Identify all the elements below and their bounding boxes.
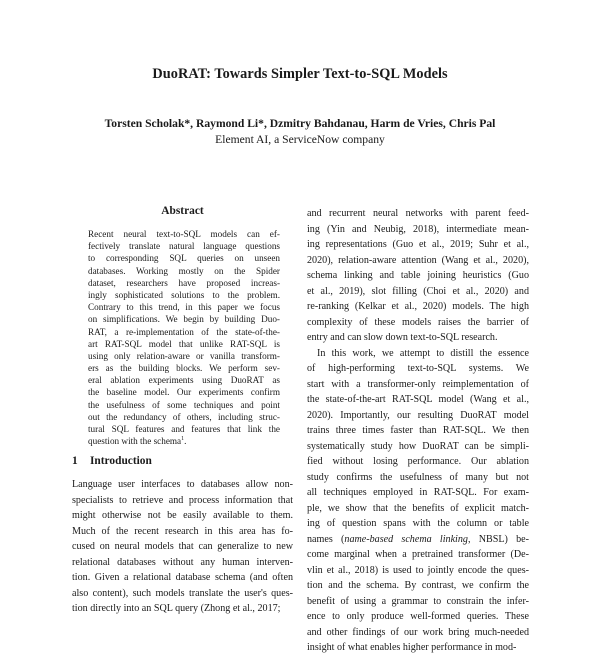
text-line: start with a transformer-only reimplementation of — [307, 378, 529, 390]
text-line: of high-performing text-to-SQL systems. We — [307, 363, 529, 374]
text-line: out the redundancy of others, including struc- — [88, 411, 280, 422]
text-line: fectively translate natural language questions — [88, 241, 280, 252]
text-line: tion directly into an SQL query (Zhong et al., 2017; — [72, 603, 281, 614]
paper-title: DuoRAT: Towards Simpler Text-to-SQL Models — [152, 66, 448, 82]
text-line: on simplifications. We begin by building Duo- — [88, 314, 280, 325]
section-number: 1 — [72, 455, 78, 467]
text-line: the state-of-the-art RAT-SQL model (Wang et al., — [307, 394, 529, 405]
text-line: ence to only produce well-formed queries. These — [307, 611, 529, 622]
intro-right-column — [307, 206, 529, 656]
text-line: study confirms the usefulness of many but not — [307, 471, 529, 483]
text-line: Much of the recent research in this area has fo- — [72, 525, 293, 537]
text-line: also content), such models translate the user's ques- — [72, 587, 293, 599]
footnote-mark: 1 — [181, 436, 185, 443]
text-line: relational databases without any human interven- — [72, 556, 293, 568]
author-list: Torsten Scholak*, Raymond Li*, Dzmitry Bahdanau, Harm de Vries, Chris Pal — [104, 117, 496, 130]
text-line: come marginal when a pretrained transformer (De- — [307, 549, 529, 560]
text-line: ingly sophisticated solutions to the problem. — [88, 289, 280, 300]
text-line: re-ranking (Kelkar et al., 2020) models. The high — [307, 301, 529, 312]
text-line: Language user interfaces to databases allow non- — [72, 479, 293, 490]
intro-left-column — [72, 477, 293, 617]
text-line: 2020), relation-aware attention (Wang et al., 2020), — [307, 254, 529, 266]
text-line: ing representations (Guo et al., 2019; Suhr et al., — [307, 239, 529, 250]
text-line: et al., 2019), slot filling (Choi et al., 2020) and — [307, 285, 529, 297]
text-line: ple, we show that the benefits of explicit match- — [307, 502, 529, 514]
text-line: tion. Given a relational database schema (and often — [72, 572, 293, 583]
text-line: names (name-based schema linking, NBSL) be- — [307, 533, 529, 545]
affiliation: Element AI, a ServiceNow company — [215, 133, 385, 146]
text-line: dataset, researchers have proposed increas- — [88, 277, 280, 288]
text-line: using only relation-aware or vanilla transform- — [88, 350, 280, 361]
text-line: all techniques employed in RAT-SQL. For exam- — [307, 487, 529, 498]
text-line: complexity of these models raises the barrier of — [307, 316, 529, 328]
text-line: Recent neural text-to-SQL models can ef- — [88, 229, 280, 239]
text-line: Contrary to this trend, in this paper we focus — [88, 302, 280, 313]
text-line: eral ablation experiments using DuoRAT as — [88, 375, 280, 386]
text-line: tion and the schema. By contrast, we confirm the — [307, 580, 529, 591]
text-line: and other findings of our work bring much-needed — [307, 626, 529, 638]
text-line: might otherwise not be easily available to them. — [72, 510, 293, 521]
text-line: RAT, a re-implementation of the state-of-the- — [88, 326, 280, 337]
text-line: ing of question spans with the column or table — [307, 518, 529, 529]
text-line: databases. Working mostly on the Spider — [88, 265, 280, 276]
abstract-heading: Abstract — [161, 205, 204, 217]
section-heading — [72, 455, 152, 467]
section-title: Introduction — [90, 455, 152, 467]
text-line: and recurrent neural networks with parent feed- — [307, 208, 529, 219]
text-line: to corresponding SQL queries on unseen — [88, 253, 280, 264]
text-line: ing (Yin and Neubig, 2018), intermediate mean- — [307, 223, 529, 235]
text-line: systematically study how DuoRAT can be simpli- — [307, 440, 529, 452]
text-line: specialists to retrieve and process information that — [72, 494, 293, 506]
text-line: ers as the building blocks. We perform sev- — [88, 363, 280, 374]
text-line: benefit of using a grammar to constrain the infer- — [307, 595, 529, 607]
text-line: insight of what enables higher performance in mod- — [307, 642, 517, 653]
text-line: art RAT-SQL model that unlike RAT-SQL is — [88, 338, 280, 349]
text-line: tural SQL features and features that link the — [88, 424, 280, 434]
text-line: In this work, we attempt to distill the essence — [317, 347, 529, 359]
abstract-body — [88, 228, 280, 447]
text-line: entry and can slow down text-to-SQL research. — [307, 332, 498, 343]
text-line: the baseline model. Our experiments confirm — [88, 387, 280, 398]
text-line: fied without losing performance. Our ablation — [307, 456, 529, 467]
text-line: vlin et al., 2018) is used to jointly encode the ques- — [307, 564, 529, 576]
text-line: schema linking and table joining heuristics (Guo — [307, 270, 529, 281]
text-line: the usefulness of some techniques and point — [88, 399, 280, 410]
text-line: cused on neural models that can generalize to new — [72, 541, 293, 552]
text-line: 2020). Importantly, our resulting DuoRAT model — [307, 409, 529, 421]
text-line: question with the schema$^1$. — [88, 436, 187, 447]
text-line: trains three times faster than RAT-SQL. We then — [307, 425, 529, 436]
